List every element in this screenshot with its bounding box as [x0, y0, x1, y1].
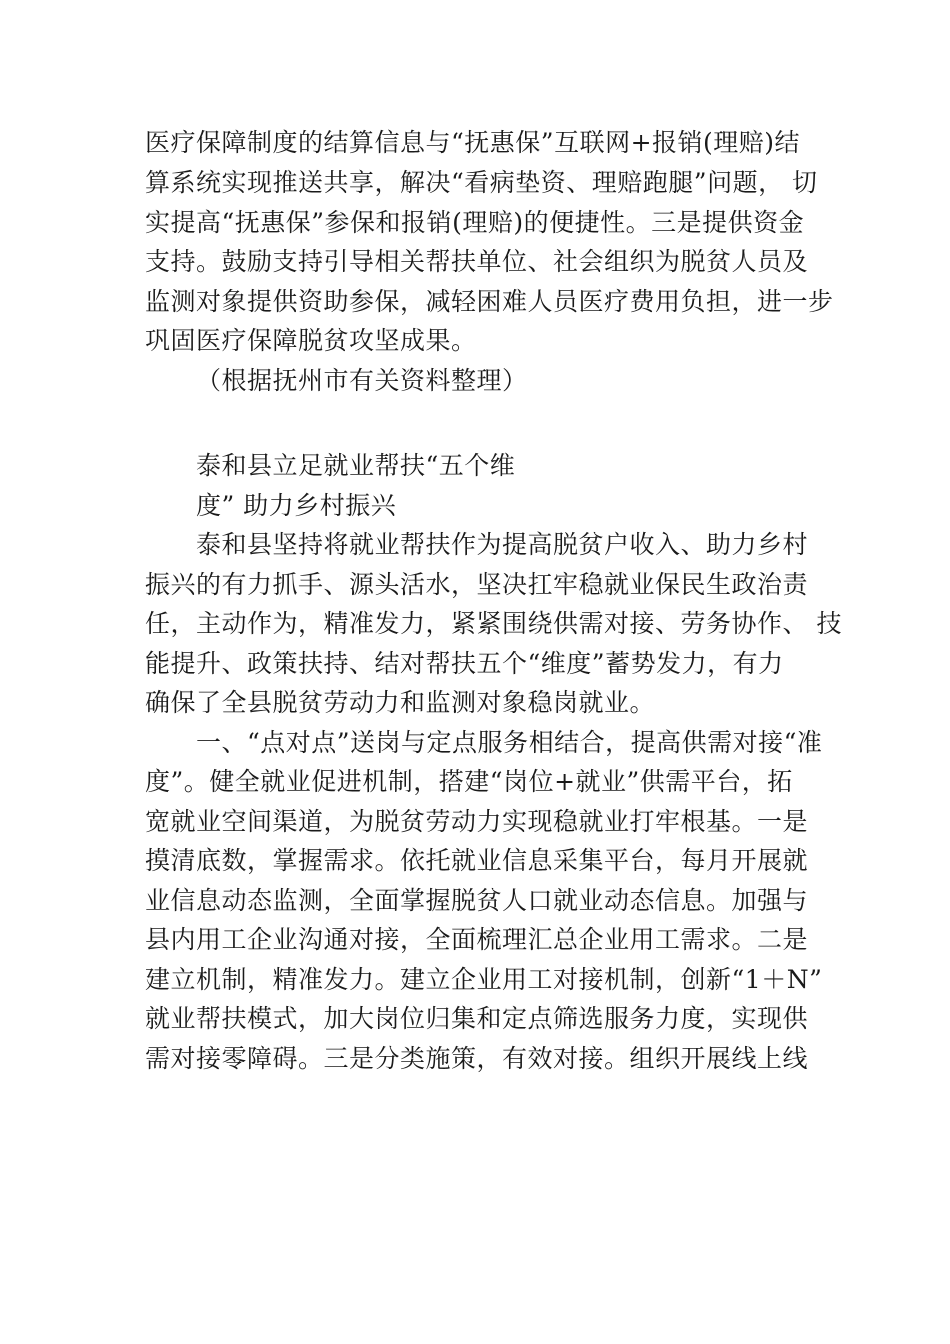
body-text-line: 业信息动态监测，全面掌握脱贫人口就业动态信息。加强与 [145, 886, 809, 915]
body-text-line: 支持。鼓励支持引导相关帮扶单位、社会组织为脱贫人员及 [145, 247, 809, 276]
body-text-line: 度”。健全就业促进机制，搭建“岗位+就业”供需平台，拓 [145, 767, 793, 796]
source-note: （根据抚州市有关资料整理） [196, 366, 528, 395]
body-text-line: 摸清底数，掌握需求。依托就业信息采集平台，每月开展就 [145, 846, 809, 875]
body-text-line: 一、“点对点”送岗与定点服务相结合，提高供需对接“准 [196, 728, 823, 757]
body-text-line: 任，主动作为，精准发力，紧紧围绕供需对接、劳务协作、 技 [145, 609, 842, 638]
body-text-line: 振兴的有力抓手、源头活水，坚决扛牢稳就业保民生政治责 [145, 570, 809, 599]
body-text-line: 监测对象提供资助参保，减轻困难人员医疗费用负担，进一步 [145, 287, 834, 316]
article-title-line: 度” 助力乡村振兴 [196, 491, 397, 520]
body-text-line: 需对接零障碍。三是分类施策，有效对接。组织开展线上线 [145, 1044, 809, 1073]
body-text-line: 确保了全县脱贫劳动力和监测对象稳岗就业。 [145, 688, 656, 717]
body-text-line: 医疗保障制度的结算信息与“抚惠保”互联网+报销(理赔)结 [145, 128, 801, 157]
body-text-line: 能提升、政策扶持、结对帮扶五个“维度”蓄势发力，有力 [145, 649, 784, 678]
body-text-line: 算系统实现推送共享，解决“看病垫资、理赔跑腿”问题， 切 [145, 168, 818, 197]
body-text-line: 建立机制，精准发力。建立企业用工对接机制，创新“1＋N” [145, 965, 823, 994]
body-text-line: 实提高“抚惠保”参保和报销(理赔)的便捷性。三是提供资金 [145, 208, 805, 237]
article-title-line: 泰和县立足就业帮扶“五个维 [196, 451, 516, 480]
body-text-line: 巩固医疗保障脱贫攻坚成果。 [145, 326, 477, 355]
body-text-line: 泰和县坚持将就业帮扶作为提高脱贫户收入、助力乡村 [196, 530, 809, 559]
body-text-line: 县内用工企业沟通对接，全面梳理汇总企业用工需求。二是 [145, 925, 809, 954]
body-text-line: 就业帮扶模式，加大岗位归集和定点筛选服务力度，实现供 [145, 1004, 809, 1033]
body-text-line: 宽就业空间渠道，为脱贫劳动力实现稳就业打牢根基。一是 [145, 807, 809, 836]
